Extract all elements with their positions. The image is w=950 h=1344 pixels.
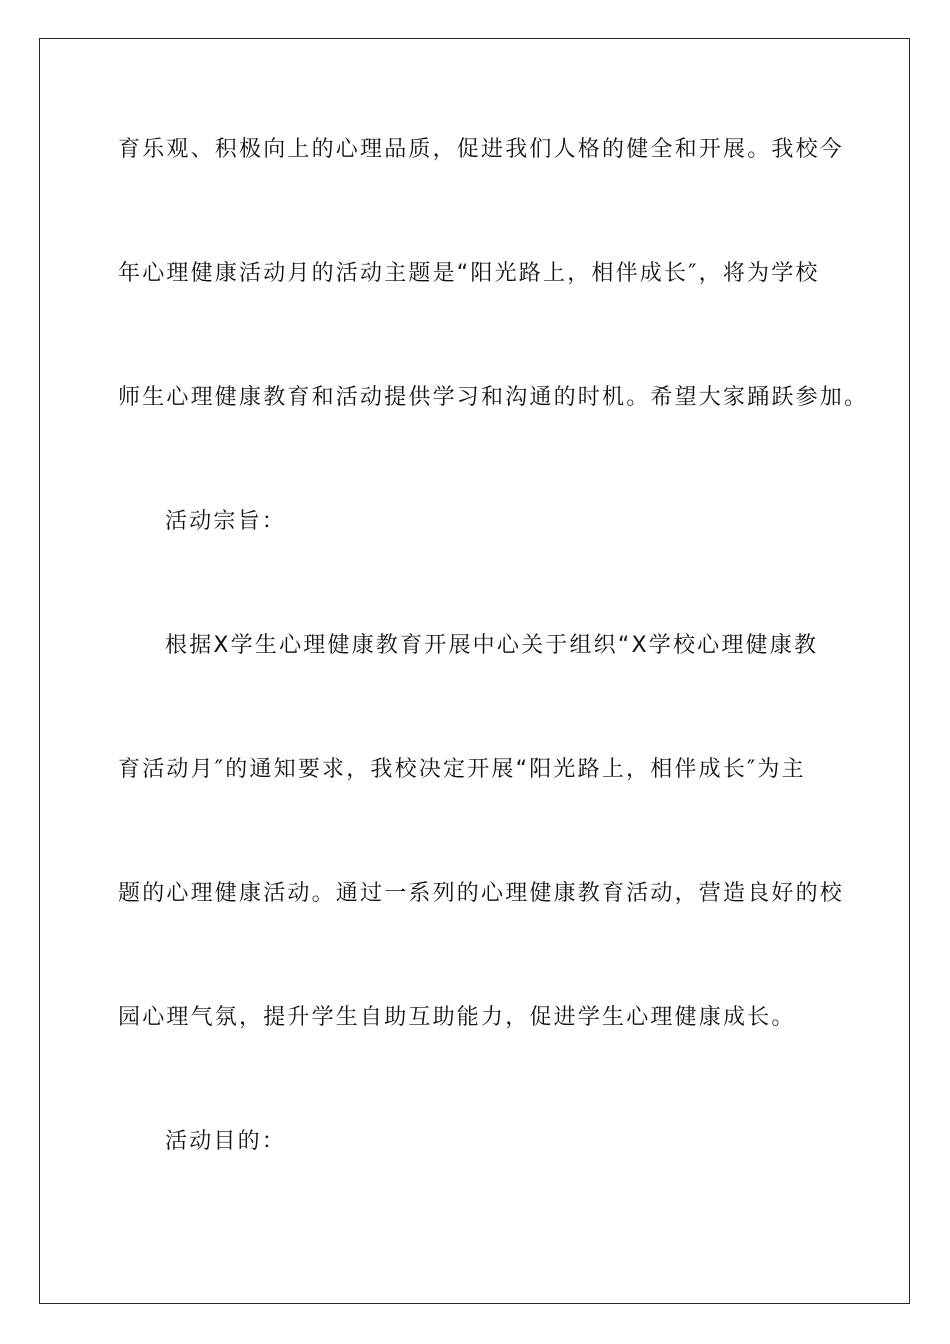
body-text-line: 师生心理健康教育和活动提供学习和沟通的时机。希望大家踊跃参加。 bbox=[118, 385, 869, 410]
page-border bbox=[39, 38, 910, 1304]
body-text-line: 年心理健康活动月的活动主题是“阳光路上，相伴成长″，将为学校 bbox=[118, 261, 820, 286]
section-heading-goal: 活动目的： bbox=[165, 1129, 287, 1154]
body-text-line: 育乐观、积极向上的心理品质，促进我们人格的健全和开展。我校今 bbox=[118, 137, 845, 162]
section-heading-purpose: 活动宗旨： bbox=[165, 509, 287, 534]
body-text-line: 题的心理健康活动。通过一系列的心理健康教育活动，营造良好的校 bbox=[118, 881, 845, 906]
body-text-line: 育活动月″的通知要求，我校决定开展“阳光路上，相伴成长″为主 bbox=[118, 757, 806, 782]
body-text-line: 园心理气氛，提升学生自助互助能力，促进学生心理健康成长。 bbox=[118, 1005, 796, 1030]
body-text-line: 根据X学生心理健康教育开展中心关于组织“X学校心理健康教 bbox=[165, 633, 819, 658]
